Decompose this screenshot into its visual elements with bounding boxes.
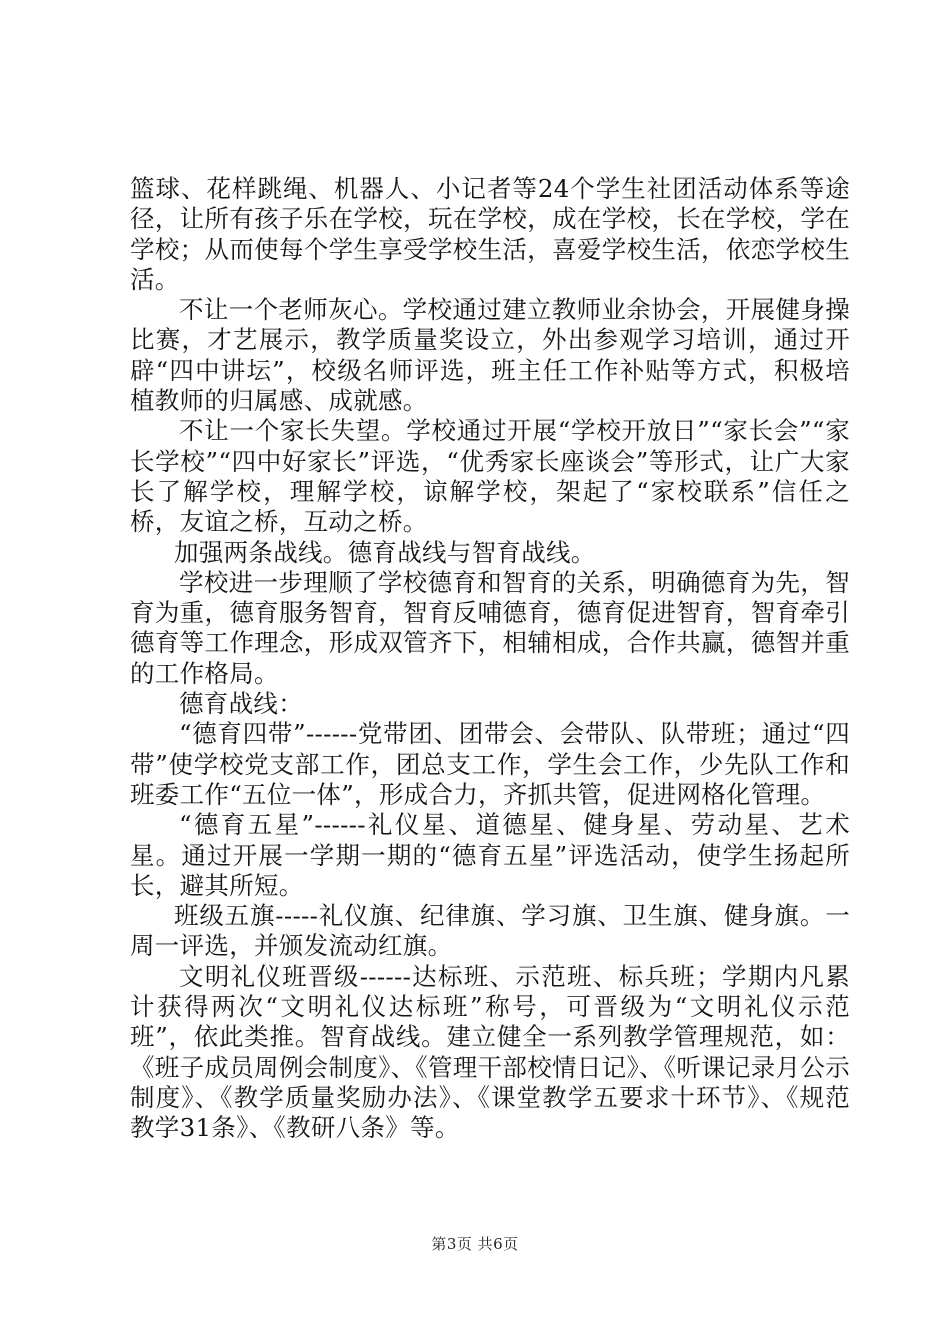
- paragraph-five-flags: 班级五旗-----礼仪旗、纪律旗、学习旗、卫生旗、健身旗。一周一评选，并颁发流动红旗。: [130, 901, 850, 961]
- paragraph-teachers: 不让一个老师灰心。学校通过建立教师业余协会，开展健身操比赛，才艺展示，教学质量奖设立，外出参观学习培训，通过开辟“四中讲坛”，校级名师评选，班主任工作补贴等方式，积极培植教师的归属感、成就感。: [130, 295, 850, 416]
- paragraph-moral-intellectual: 学校进一步理顺了学校德育和智育的关系，明确德育为先，智育为重，德育服务智育，智育反哺德育，德育促进智育，智育牵引德育等工作理念，形成双管齐下，相辅相成，合作共赢，德智并重的工作格局。: [130, 567, 850, 688]
- paragraph-parents: 不让一个家长失望。学校通过开展“学校开放日”“家长会”“家长学校”“四中好家长”评选，“优秀家长座谈会”等形式，让广大家长了解学校，理解学校，谅解学校，架起了“家校联系”信任之桥，友谊之桥，互动之桥。: [130, 416, 850, 537]
- page-footer: 第3页 共6页: [431, 1235, 519, 1253]
- paragraph-two-fronts: 加强两条战线。德育战线与智育战线。: [174, 537, 596, 567]
- paragraph-four-links: “德育四带”------党带团、团带会、会带队、队带班；通过“四带”使学校党支部工作，团总支工作，学生会工作，少先队工作和班委工作“五位一体”，形成合力，齐抓共管，促进网格化管理。: [130, 719, 850, 809]
- paragraph-moral-front-heading: 德育战线：: [179, 689, 303, 719]
- paragraph-clubs: 篮球、花样跳绳、机器人、小记者等24个学生社团活动体系等途径，让所有孩子乐在学校，玩在学校，成在学校，长在学校，学在学校；从而使每个学生享受学校生活，喜爱学校生活，依恋学校生活。: [130, 174, 850, 294]
- document-body: [130, 174, 850, 1144]
- paragraph-class-promotion: 文明礼仪班晋级------达标班、示范班、标兵班；学期内凡累计获得两次“文明礼仪达标班”称号，可晋级为“文明礼仪示范班”，依此类推。智育战线。建立健全一系列教学管理规范，如：《班子成员周例会制度》、《管理干部校情日记》、《听课记录月公示制度》、《教学质量奖励办法》、《课堂教学五要求十环节》、《规范教学31条》、《教研八条》等。: [130, 961, 850, 1143]
- paragraph-five-stars: “德育五星”------礼仪星、道德星、健身星、劳动星、艺术星。通过开展一学期一期的“德育五星”评选活动，使学生扬起所长，避其所短。: [130, 810, 850, 900]
